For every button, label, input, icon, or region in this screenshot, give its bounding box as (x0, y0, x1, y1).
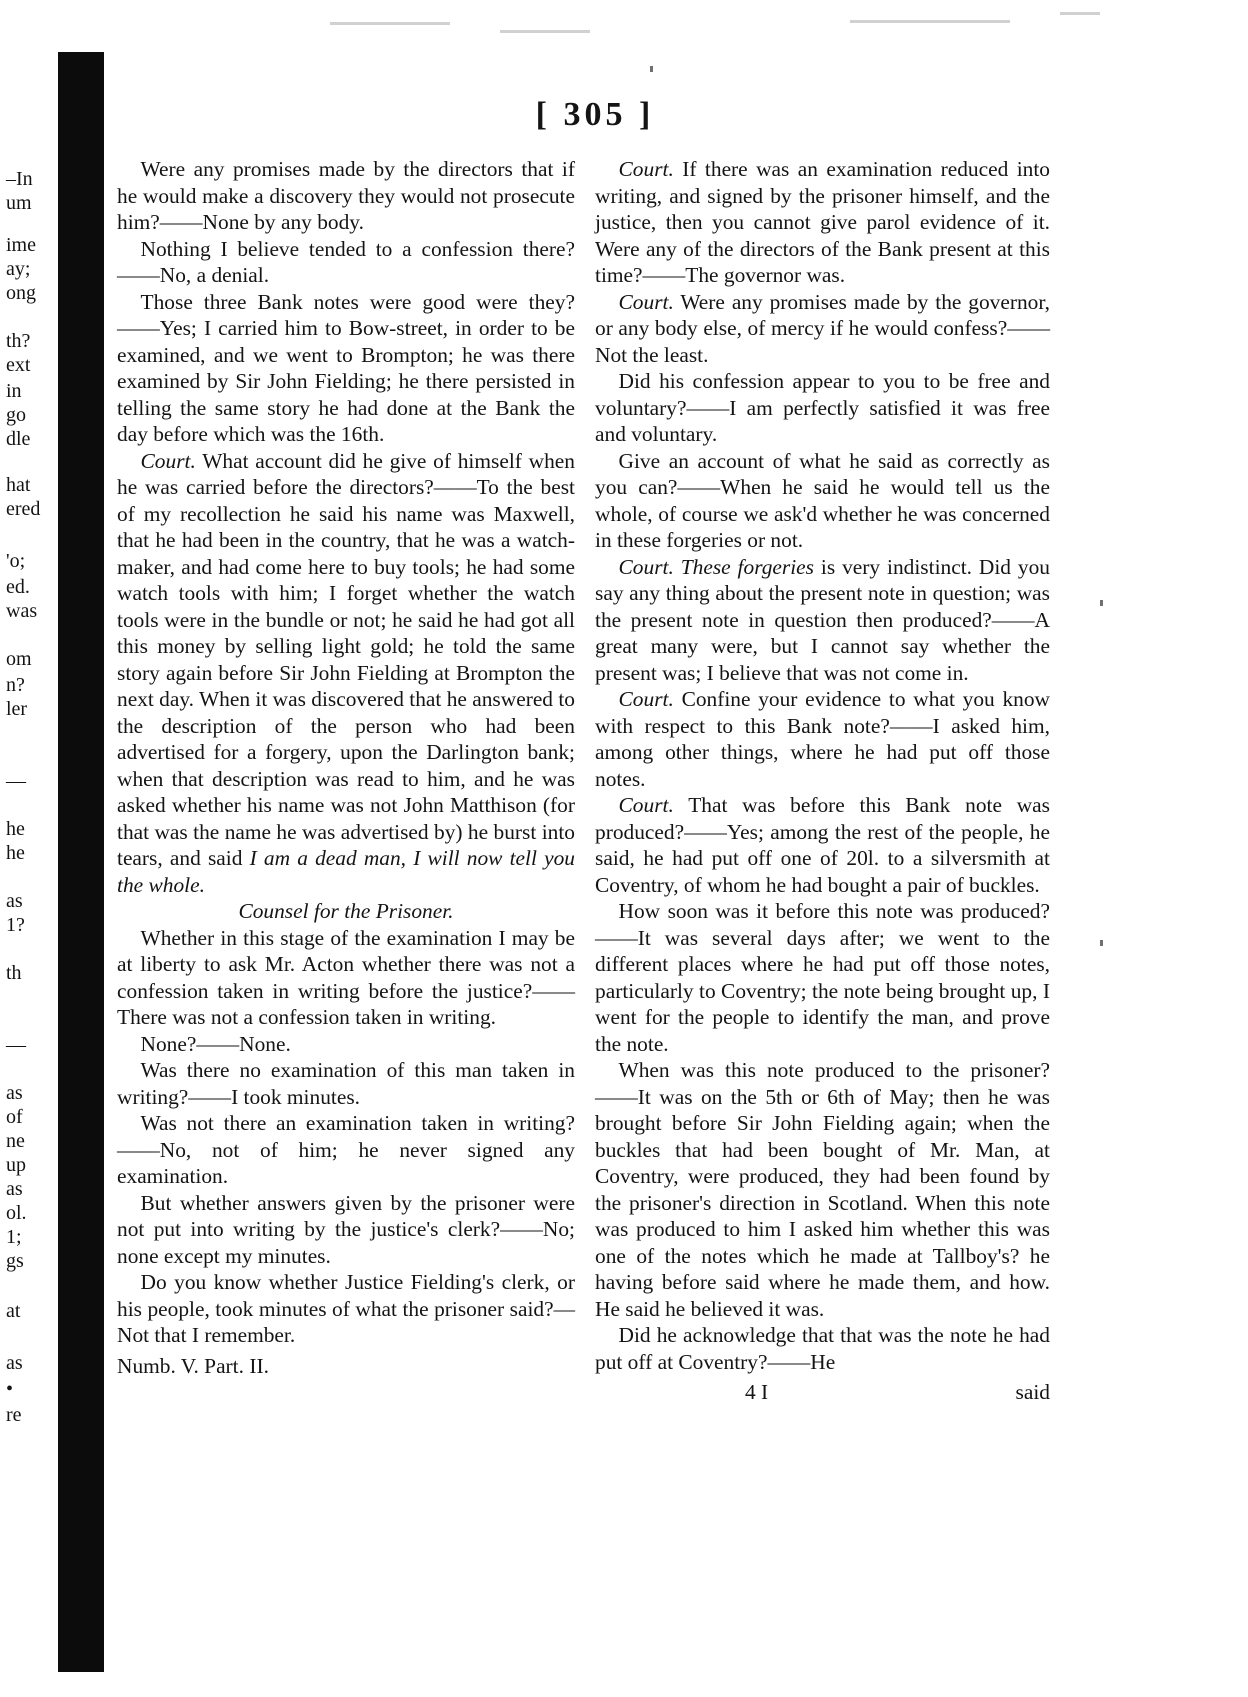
paragraph (595, 792, 1050, 898)
margin-fragment: n? (6, 674, 25, 696)
paragraph: Court. These forgeries is very indistinct. Did you say any thing about the present note in question; was the present note in question then produced?——A great many were, but I cannot say whether the present was; I believe that was not come in. (595, 554, 1050, 685)
paragraph (595, 368, 1050, 448)
right-column (595, 156, 1050, 1406)
paragraph-text: What account did he give of himself when he was carried before the directors?——To the best of my recollection he said his name was Maxwell, that he had been in the country, that he was a watch-maker, and had come here to buy tools; he had some watch tools with him; I forget whether the watch tools were in the bundle or not; he said he had got all this money by selling light gold; he told the same story again before Sir John Fielding at Brompton the next day. When it was discovered that he answered to the description of the person who had been advertised for a forgery, upon the Darlington bank; when that description was read to him, and he was asked whether his name was not John Matthison (for that was the name he was advertised by) he burst into tears, and said (117, 448, 575, 870)
margin-fragment: go (6, 404, 26, 426)
margin-fragment: ed. (6, 576, 30, 598)
paragraph (595, 289, 1050, 369)
margin-fragment: as (6, 1082, 23, 1104)
paragraph (117, 1057, 575, 1110)
margin-fragment: re (6, 1404, 22, 1426)
margin-fragment: 1? (6, 914, 25, 936)
margin-fragment: ext (6, 354, 31, 376)
paragraph-text: When was this note produced to the prisoner?——It was on the 5th or 6th of May; then he was brought before Sir John Fielding again; when the buckles that had been bought of Mr. Man, at Coventry, were produced, they had been found by the prisoner's direction in Scotland. When this note was produced to him I asked him whether this was one of the notes which he made at Tallboy's? he having before said where he made them, and how. He said he believed it was. (595, 1058, 1050, 1321)
margin-fragment: he (6, 818, 25, 840)
paragraph (117, 289, 575, 448)
speaker-label: Court. (140, 448, 196, 473)
margin-fragment: gs (6, 1250, 24, 1272)
paragraph-text: None?——None. (140, 1031, 291, 1056)
margin-fragment: 1; (6, 1226, 22, 1248)
margin-fragment: ol. (6, 1202, 27, 1224)
paragraph-text: Nothing I believe tended to a confession there?——No, a denial. (117, 236, 575, 287)
margin-fragment: he (6, 842, 25, 864)
margin-fragment: hat (6, 474, 31, 496)
paragraph-text: That was before this Bank note was produced?——Yes; among the rest of the people, he said, he had put off one of 20l. to a silversmith at Coventry, of whom he had bought a pair of buckles. (595, 793, 1050, 897)
margin-fragment: um (6, 192, 32, 214)
margin-fragment: ne (6, 1130, 25, 1152)
ink-speck (1100, 940, 1103, 946)
paragraph (595, 448, 1050, 554)
paragraph (117, 1190, 575, 1270)
ink-speck (1100, 600, 1103, 606)
margin-fragment: ler (6, 698, 28, 720)
margin-fragment: — (6, 1034, 26, 1056)
speaker-label: Court. (618, 687, 674, 711)
paragraph-text: How soon was it before this note was produced?——It was several days after; we went to the different places where he had put off those notes, particularly to Coventry; the note being brought up, I went for the people to identify the man, and prove the note. (595, 899, 1050, 1056)
ink-speck (650, 66, 653, 72)
margin-fragment: dle (6, 428, 31, 450)
margin-fragment: ered (6, 498, 41, 520)
paragraph-text: Did his confession appear to you to be free and voluntary?——I am perfectly satisfied it was free and voluntary. (595, 369, 1050, 446)
paragraph (595, 1322, 1050, 1375)
margin-fragment: 'o; (6, 550, 26, 572)
paragraph-text: Those three Bank notes were good were they?——Yes; I carried him to Bow-street, in order to be examined, and we went to Brompton; he was there examined by Sir John Fielding; he there persisted in telling the same story he had done at the Bank the day before which was the 16th. (117, 289, 575, 446)
page-number: [ 305 ] (535, 96, 655, 133)
margin-fragment: at (6, 1300, 21, 1322)
catchword: said (1015, 1380, 1050, 1404)
margin-fragment: in (6, 380, 22, 402)
paragraph-text: Did he acknowledge that that was the note he had put off at Coventry?——He (595, 1323, 1050, 1374)
binding-gutter (58, 52, 104, 1672)
margin-fragment: ay; (6, 258, 31, 280)
margin-fragment: th? (6, 330, 31, 352)
emphasis: These forgeries (680, 554, 814, 579)
paragraph (117, 1110, 575, 1190)
paragraph-text: But whether answers given by the prisoner were not put into writing by the justice's clerk?——No; none except my minutes. (117, 1190, 575, 1268)
scan-smudge (330, 22, 450, 25)
gathering-mark: 4 I (745, 1380, 769, 1404)
margin-fragment: –In (6, 168, 33, 190)
paragraph-text: Do you know whether Justice Fielding's clerk, or his people, took minutes of what the prisoner said?—Not that I remember. (117, 1270, 575, 1347)
scan-smudge (850, 20, 1010, 23)
margin-fragment: as (6, 1352, 23, 1374)
speaker-label: Court. (618, 289, 674, 314)
margin-fragment: om (6, 648, 32, 670)
margin-fragment: ime (6, 234, 36, 256)
margin-fragment: • (6, 1378, 14, 1400)
catchword-line (595, 1379, 1050, 1406)
paragraph-text: Give an account of what he said as correctly as you can?——When he said he would tell us the whole, of course we ask'd whether he was concerned in these forgeries or not. (595, 448, 1050, 552)
margin-fragment: of (6, 1106, 23, 1128)
paragraph (117, 448, 575, 899)
paragraph-text: Was not there an examination taken in writing?——No, not of him; he never signed any examination. (117, 1111, 575, 1188)
paragraph-text: Were any promises made by the governor, or any body else, of mercy if he would confess?——Not the least. (595, 289, 1050, 367)
margin-fragment: as (6, 1178, 23, 1200)
paragraph (117, 1269, 575, 1349)
signature-line (117, 1353, 575, 1380)
signature-mark: Numb. V. Part. II. (117, 1353, 269, 1378)
scan-smudge (500, 30, 590, 33)
section-heading: Counsel for the Prisoner. (238, 899, 454, 923)
paragraph-text: Were any promises made by the directors that if he would make a discovery they would not prosecute him?——None by any body. (117, 157, 575, 234)
paragraph (117, 156, 575, 236)
paragraph (117, 1031, 575, 1058)
paragraph (595, 156, 1050, 289)
left-column (117, 156, 575, 1379)
margin-fragment: ong (6, 282, 36, 304)
margin-fragment: was (6, 600, 38, 622)
margin-fragment: — (6, 770, 26, 792)
paragraph (595, 898, 1050, 1057)
paragraph (117, 236, 575, 289)
paragraph (595, 686, 1050, 792)
margin-fragment: up (6, 1154, 26, 1176)
speaker-label: Court. (618, 157, 674, 181)
margin-fragment: th (6, 962, 22, 984)
paragraph-text: If there was an examination reduced into writing, and signed by the prisoner himself, and the justice, then you cannot give parol evidence of it. Were any of the directors of the Bank present at this time?——The governor was. (595, 157, 1050, 287)
previous-page-margin (0, 0, 56, 1697)
paragraph (595, 1057, 1050, 1322)
paragraph (117, 925, 575, 1031)
paragraph-text: Confine your evidence to what you know with respect to this Bank note?——I asked him, among other things, where he had put off those notes. (595, 687, 1050, 791)
margin-fragment: as (6, 890, 23, 912)
paragraph-text: Whether in this stage of the examination I may be at liberty to ask Mr. Acton whether there was not a confession taken in writing before the justice?——There was not a confession taken in writing. (117, 925, 575, 1029)
speaker-label: Court. (618, 554, 674, 579)
scan-smudge (1060, 12, 1100, 15)
speaker-label: Court. (618, 793, 674, 817)
paragraph-text: Was there no examination of this man taken in writing?——I took minutes. (117, 1058, 575, 1109)
quote: I am a dead man, I will now tell you the whole. (117, 846, 575, 897)
